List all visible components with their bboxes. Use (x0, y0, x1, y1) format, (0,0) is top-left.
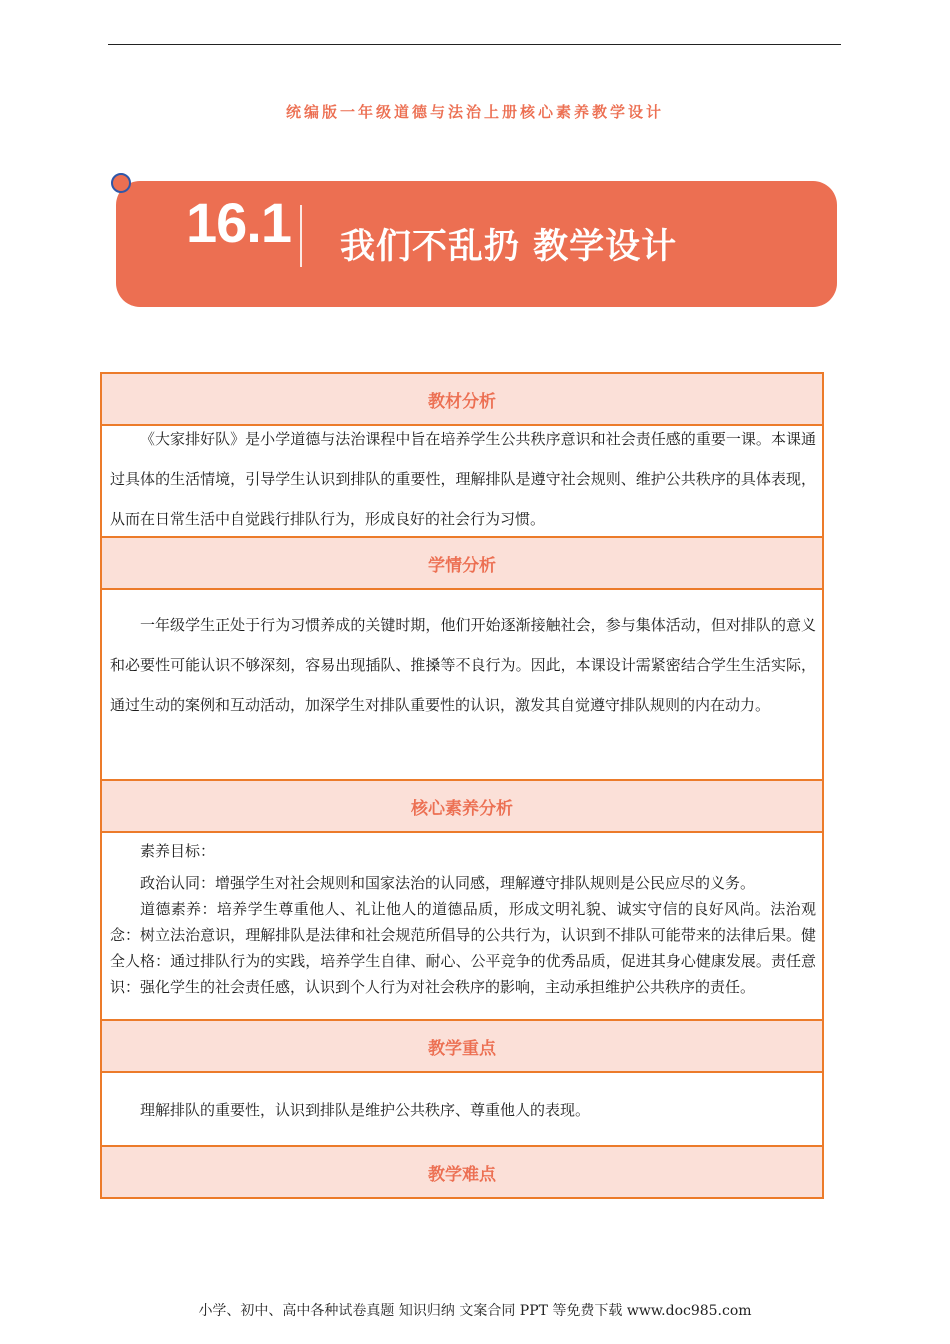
lesson-number: 16.1 (186, 191, 291, 254)
section-heading: 教学难点 (102, 1145, 822, 1197)
top-rule (108, 44, 841, 45)
banner-dot-icon (111, 173, 131, 193)
section-body (110, 419, 816, 539)
section-paragraph: 一年级学生正处于行为习惯养成的关键时期，他们开始逐渐接触社会，参与集体活动，但对排队的意义和必要性可能认识不够深刻，容易出现插队、推搡等不良行为。因此，本课设计需紧密结合学生生活实际，通过生动的案例和互动活动，加深学生对排队重要性的认识，激发其自觉遵守排队规则的内在动力。 (110, 616, 816, 714)
section-heading: 教材分析 (102, 374, 822, 426)
section-body (110, 834, 816, 1000)
section-body (110, 1090, 816, 1130)
series-title: 统编版一年级道德与法治上册核心素养教学设计 (285, 103, 664, 121)
lesson-title: 我们不乱扔 教学设计 (340, 227, 678, 267)
section-heading: 学情分析 (102, 536, 822, 590)
banner-divider (300, 205, 302, 267)
section-paragraph: 政治认同：增强学生对社会规则和国家法治的认同感，理解遵守排队规则是公民应尽的义务。 (140, 874, 756, 892)
section-heading: 核心素养分析 (102, 779, 822, 833)
section-heading: 教学重点 (102, 1019, 822, 1073)
section-paragraph: 素养目标： (140, 842, 216, 860)
section-paragraph: 《大家排好队》是小学道德与法治课程中旨在培养学生公共秩序意识和社会责任感的重要一课。本课通过具体的生活情境，引导学生认识到排队的重要性，理解排队是遵守社会规则、维护公共秩序的具体表现，从而在日常生活中自觉践行排队行为，形成良好的社会行为习惯。 (110, 430, 816, 528)
footer-text: 小学、初中、高中各种试卷真题 知识归纳 文案合同 PPT 等免费下载 www.doc985.com (198, 1303, 752, 1319)
section-paragraph: 理解排队的重要性，认识到排队是维护公共秩序、尊重他人的表现。 (140, 1101, 591, 1119)
section-paragraph: 道德素养：培养学生尊重他人、礼让他人的道德品质，形成文明礼貌、诚实守信的良好风尚。法治观念：树立法治意识，理解排队是法律和社会规范所倡导的公共行为，认识到不排队可能带来的法律后果。健全人格：通过排队行为的实践，培养学生自律、耐心、公平竞争的优秀品质，促进其身心健康发展。责任意识：强化学生的社会责任感，认识到个人行为对社会秩序的影响，主动承担维护公共秩序的责任。 (110, 900, 816, 996)
section-body (110, 605, 816, 725)
